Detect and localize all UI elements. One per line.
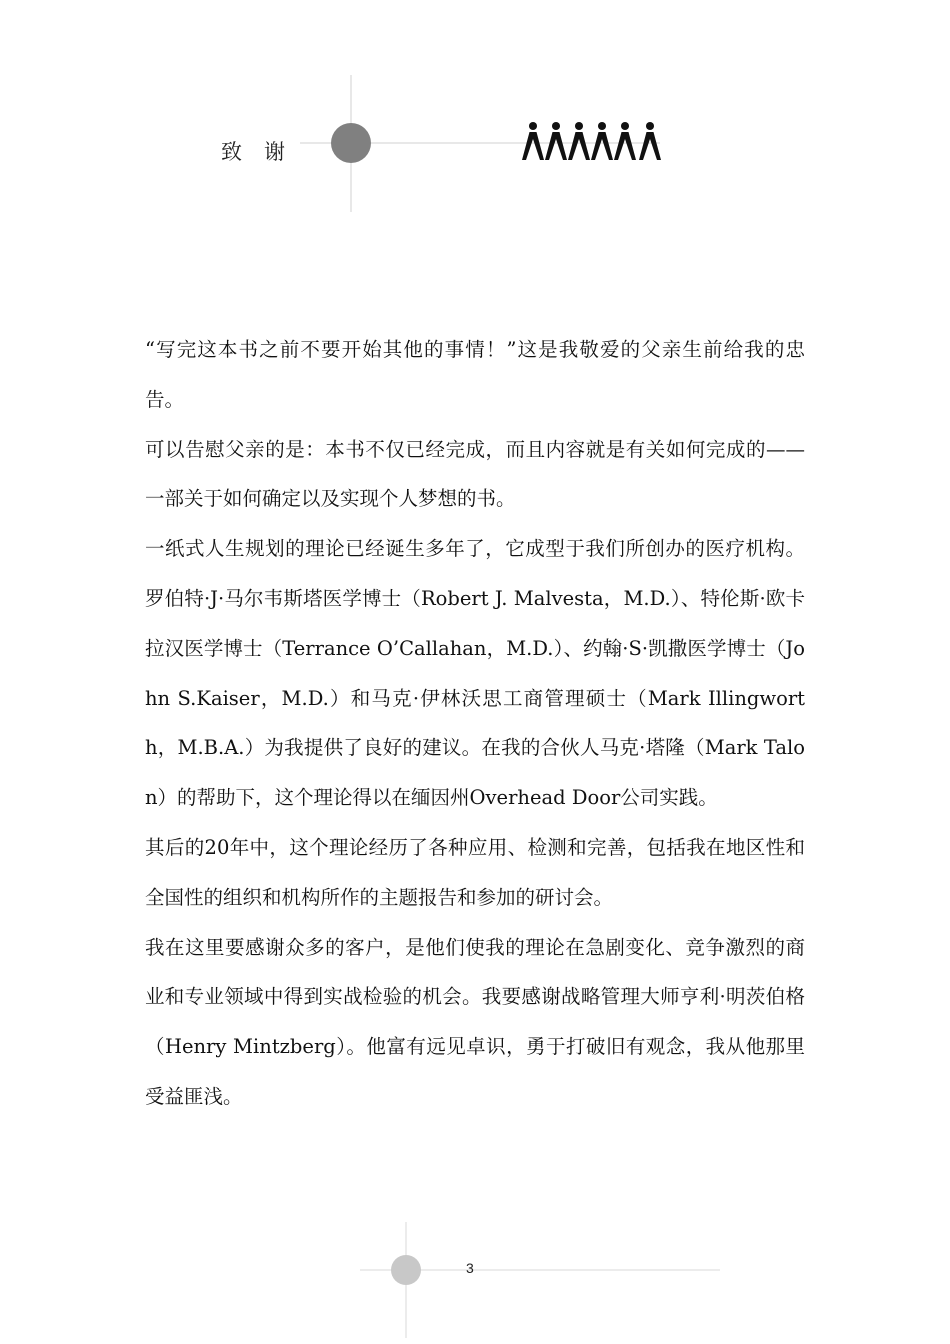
footer-circle-icon <box>391 1255 421 1285</box>
footer-ornament <box>0 1220 950 1344</box>
paragraph-advice: “写完这本书之前不要开始其他的事情！”这是我敬爱的父亲生前给我的忠告。 <box>145 338 805 411</box>
page-number: 3 <box>466 1260 474 1276</box>
header-ornament <box>0 0 950 240</box>
document-body <box>145 325 805 1122</box>
paragraph-twenty-years: 其后的20年中，这个理论经历了各种应用、检测和完善，包括我在地区性和全国性的组织和机构所作的主题报告和参加的研讨会。 <box>145 835 805 909</box>
paragraph-completion: 可以告慰父亲的是：本书不仅已经完成，而且内容就是有关如何完成的——一部关于如何确定以及实现个人梦想的书。 <box>145 437 805 511</box>
header-circle-icon <box>331 123 371 163</box>
page-title: 致谢 <box>221 140 307 164</box>
walking-people-icon <box>522 122 661 160</box>
paragraph-clients-thanks: 我在这里要感谢众多的客户，是他们使我的理论在急剧变化、竞争激烈的商业和专业领域中得到实战检验的机会。我要感谢战略管理大师亨利·明茨伯格（Henry Mintzberg）。他富有远见卓识，勇于打破旧有观念，我从他那里受益匪浅。 <box>145 935 805 1108</box>
page-header <box>0 0 950 240</box>
paragraph-theory-origin: 一纸式人生规划的理论已经诞生多年了，它成型于我们所创办的医疗机构。罗伯特·J·马尔韦斯塔医学博士（Robert J. Malvesta，M.D.）、特伦斯·欧卡拉汉医学博士（Terrance O’Callahan，M.D.）、约翰·S·凯撒医学博士（John S.Kaiser，M.D.）和马克·伊林沃思工商管理硕士（Mark Illingworth，M.B.A.）为我提供了良好的建议。在我的合伙人马克·塔隆（Mark Talon）的帮助下，这个理论得以在缅因州Overhead Door公司实践。 <box>145 537 805 810</box>
page-footer <box>0 1220 950 1344</box>
